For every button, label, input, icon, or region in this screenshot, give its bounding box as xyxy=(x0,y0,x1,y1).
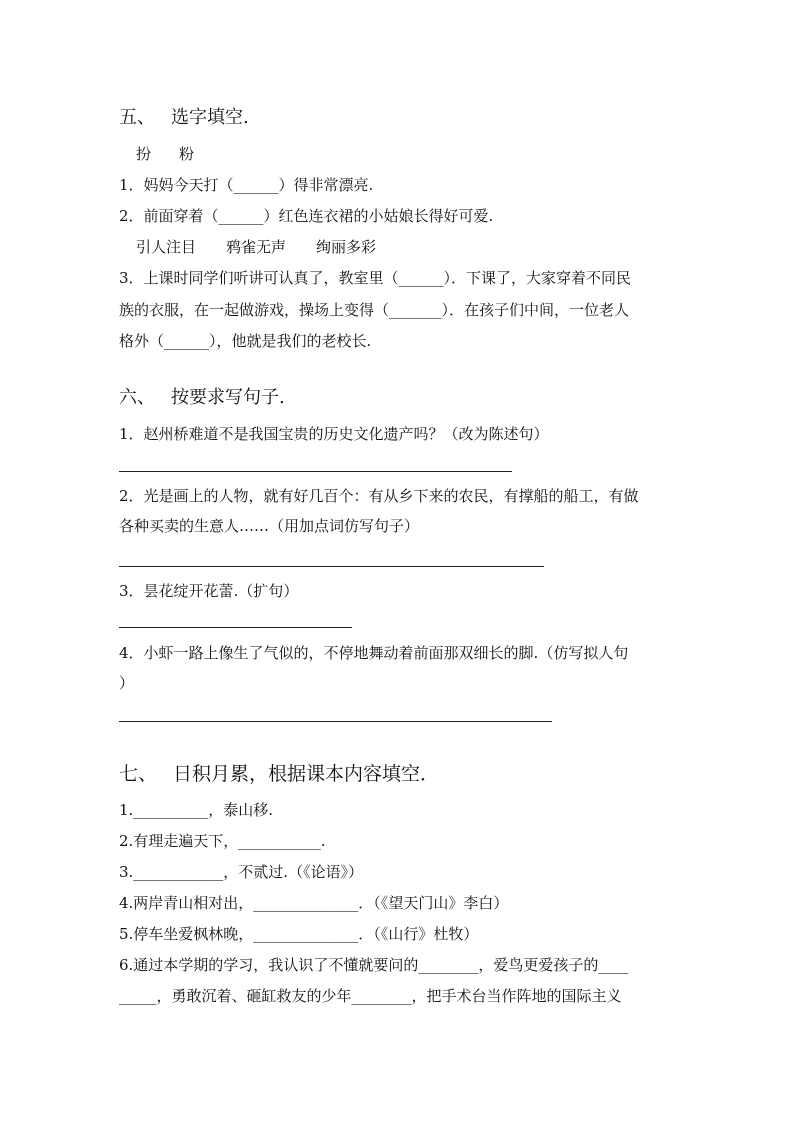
section-7-heading xyxy=(119,762,439,786)
sec7-question-6-line-2: _____，勇敢沉着、砸缸救友的少年________，把手术台当作阵地的国际主义 xyxy=(119,987,622,1005)
sec7-question-4: 4.两岸青山相对出，______________．（《望天门山》李白） xyxy=(119,894,509,912)
sec5-question-1: 1．妈妈今天打（______）得非常漂亮. xyxy=(119,176,374,194)
sec6-question-2-line-2: 各种买卖的生意人……（用加点词仿写句子） xyxy=(119,517,420,535)
section-6-heading xyxy=(119,386,285,410)
sec5-question-3-line-2: 族的衣服，在一起做游戏，操场上变得（_______）．在孩子们中间，一位老人 xyxy=(119,301,630,319)
answer-line[interactable] xyxy=(119,721,552,722)
sec6-question-2-line-1: 2．光是画上的人物，就有好几百个：有从乡下来的农民，有撑船的船工，有做 xyxy=(119,487,639,505)
sec6-question-3: 3．昙花绽开花蕾.（扩句） xyxy=(119,582,299,600)
sec7-question-3: 3.____________，不贰过.（《论语》） xyxy=(119,863,364,881)
section-6-title: 按要求写句子. xyxy=(171,387,285,408)
section-6-number: 六、 xyxy=(119,387,155,408)
sec6-question-1: 1．赵州桥难道不是我国宝贵的历史文化遗产吗？（改为陈述句） xyxy=(119,425,549,443)
option-word: 粉 xyxy=(179,145,195,163)
sec7-question-1: 1.__________，泰山移. xyxy=(119,801,274,819)
word-options-2 xyxy=(136,237,376,257)
sec7-question-6-line-1: 6.通过本学期的学习，我认识了不懂就要问的________，爱鸟更爱孩子的____ xyxy=(119,956,629,974)
sec5-question-2: 2．前面穿着（______）红色连衣裙的小姑娘长得好可爱. xyxy=(119,207,494,225)
section-5-title: 选字填空. xyxy=(171,107,249,128)
answer-line[interactable] xyxy=(119,471,512,472)
answer-line[interactable] xyxy=(119,566,544,567)
section-7-number: 七、 xyxy=(119,763,158,785)
option-word: 引人注目 xyxy=(136,238,197,256)
section-5-number: 五、 xyxy=(119,107,155,128)
sec5-question-3-line-3: 格外（______），他就是我们的老校长. xyxy=(119,332,372,350)
sec7-question-5: 5.停车坐爱枫林晚，______________．（《山行》杜牧） xyxy=(119,925,479,943)
sec6-question-4-line-1: 4．小虾一路上像生了气似的，不停地舞动着前面那双细长的脚.（仿写拟人句 xyxy=(119,644,629,662)
option-word: 鸦雀无声 xyxy=(226,238,287,256)
sec7-question-2: 2.有理走遍天下，___________. xyxy=(119,832,326,850)
option-word: 绚丽多彩 xyxy=(316,238,377,256)
word-options-1 xyxy=(136,144,194,164)
section-5-heading xyxy=(119,106,249,130)
answer-line[interactable] xyxy=(119,627,352,628)
option-word: 扮 xyxy=(136,145,152,163)
sec6-question-4-line-2: ） xyxy=(119,674,135,692)
section-7-title: 日积月累，根据课本内容填空． xyxy=(173,763,440,785)
sec5-question-3-line-1: 3．上课时同学们听讲可认真了，教室里（______）．下课了，大家穿着不同民 xyxy=(119,269,632,287)
